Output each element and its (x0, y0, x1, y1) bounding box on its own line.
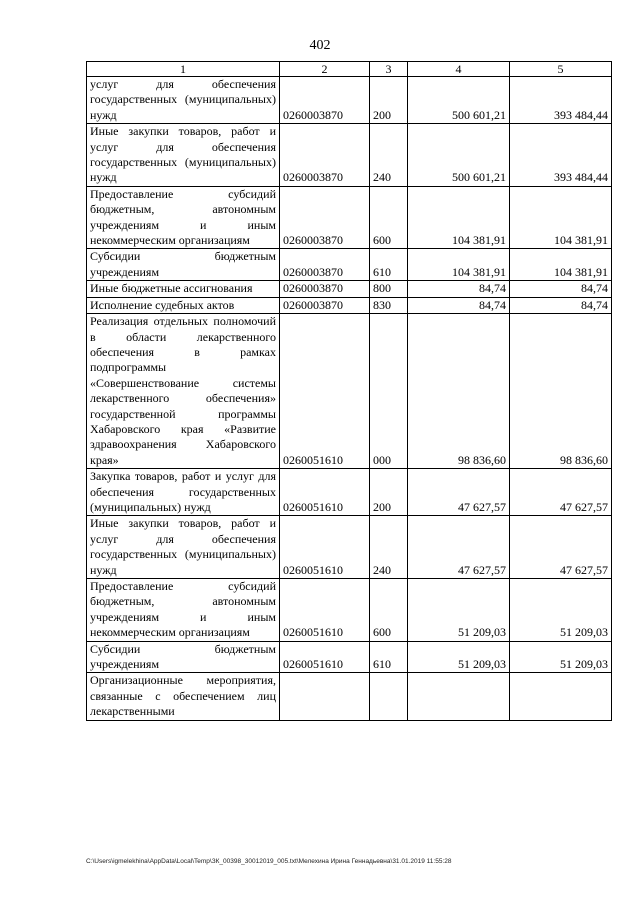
table-row (87, 77, 612, 124)
amount-col4: 98 836,60 (408, 314, 510, 469)
amount-col4: 500 601,21 (408, 124, 510, 187)
budget-table (86, 61, 612, 721)
amount-col4: 51 209,03 (408, 579, 510, 642)
table-row (87, 469, 612, 516)
amount-col5: 98 836,60 (510, 314, 612, 469)
table-row (87, 314, 612, 469)
amount-col4: 47 627,57 (408, 516, 510, 579)
item-name: Иные закупки товаров, работ и услуг для обеспечения государственных (муниципальных) нужд (87, 124, 280, 187)
column-number: 5 (510, 62, 612, 77)
amount-col5: 84,74 (510, 297, 612, 313)
page-number: 402 (309, 38, 331, 53)
target-code: 0260003870 (280, 249, 370, 281)
amount-col5: 47 627,57 (510, 516, 612, 579)
column-number: 1 (87, 62, 280, 77)
amount-col5: 84,74 (510, 281, 612, 297)
expense-type: 200 (370, 77, 408, 124)
item-name: Предоставление субсидий бюджетным, автономным учреждениям и иным некоммерческим организациям (87, 579, 280, 642)
amount-col5: 393 484,44 (510, 77, 612, 124)
table-row (87, 281, 612, 297)
target-code: 0260051610 (280, 516, 370, 579)
table-row (87, 249, 612, 281)
target-code: 0260003870 (280, 124, 370, 187)
table-row (87, 124, 612, 187)
table-row (87, 579, 612, 642)
column-number: 4 (408, 62, 510, 77)
item-name: Иные закупки товаров, работ и услуг для обеспечения государственных (муниципальных) нужд (87, 516, 280, 579)
expense-type: 200 (370, 469, 408, 516)
expense-type: 000 (370, 314, 408, 469)
amount-col4: 84,74 (408, 297, 510, 313)
target-code: 0260003870 (280, 297, 370, 313)
item-name: Реализация отдельных полномочий в области лекарственного обеспечения в рамках подпрограммы «Совершенствование системы лекарственного обеспечения» государственной программы Хабаровского края «Развитие здравоохранения Хабаровского края» (87, 314, 280, 469)
expense-type: 610 (370, 641, 408, 673)
target-code: 0260003870 (280, 186, 370, 249)
item-name: Иные бюджетные ассигнования (87, 281, 280, 297)
amount-col5: 51 209,03 (510, 641, 612, 673)
target-code: 0260051610 (280, 641, 370, 673)
target-code: 0260051610 (280, 579, 370, 642)
expense-type: 830 (370, 297, 408, 313)
table-row (87, 516, 612, 579)
target-code: 0260051610 (280, 469, 370, 516)
item-name: Предоставление субсидий бюджетным, автономным учреждениям и иным некоммерческим организациям (87, 186, 280, 249)
table-row (87, 186, 612, 249)
amount-col5 (510, 673, 612, 720)
expense-type: 800 (370, 281, 408, 297)
amount-col5: 393 484,44 (510, 124, 612, 187)
item-name: Субсидии бюджетным учреждениям (87, 641, 280, 673)
expense-type: 610 (370, 249, 408, 281)
item-name: услуг для обеспечения государственных (муниципальных) нужд (87, 77, 280, 124)
expense-type: 240 (370, 516, 408, 579)
target-code: 0260051610 (280, 314, 370, 469)
column-number: 2 (280, 62, 370, 77)
amount-col4: 47 627,57 (408, 469, 510, 516)
amount-col4: 104 381,91 (408, 249, 510, 281)
amount-col4: 500 601,21 (408, 77, 510, 124)
item-name: Организационные мероприятия, связанные с обеспечением лиц лекарственными (87, 673, 280, 720)
amount-col4: 104 381,91 (408, 186, 510, 249)
item-name: Субсидии бюджетным учреждениям (87, 249, 280, 281)
column-number: 3 (370, 62, 408, 77)
item-name: Исполнение судебных актов (87, 297, 280, 313)
target-code: 0260003870 (280, 281, 370, 297)
table-row (87, 673, 612, 720)
amount-col4 (408, 673, 510, 720)
amount-col4: 84,74 (408, 281, 510, 297)
expense-type: 600 (370, 579, 408, 642)
expense-type (370, 673, 408, 720)
target-code: 0260003870 (280, 77, 370, 124)
item-name: Закупка товаров, работ и услуг для обеспечения государственных (муниципальных) нужд (87, 469, 280, 516)
expense-type: 240 (370, 124, 408, 187)
amount-col5: 51 209,03 (510, 579, 612, 642)
target-code (280, 673, 370, 720)
amount-col5: 104 381,91 (510, 249, 612, 281)
table-row (87, 297, 612, 313)
expense-type: 600 (370, 186, 408, 249)
amount-col4: 51 209,03 (408, 641, 510, 673)
table-row (87, 641, 612, 673)
amount-col5: 104 381,91 (510, 186, 612, 249)
file-path-footer: C:\Users\igmelekhina\AppData\Local\Temp\ЗК_00398_30012019_005.txt\Мелехина Ирина Геннадьевна\31.01.2019 11:55:28 (86, 858, 452, 865)
amount-col5: 47 627,57 (510, 469, 612, 516)
column-number-row (87, 62, 612, 77)
